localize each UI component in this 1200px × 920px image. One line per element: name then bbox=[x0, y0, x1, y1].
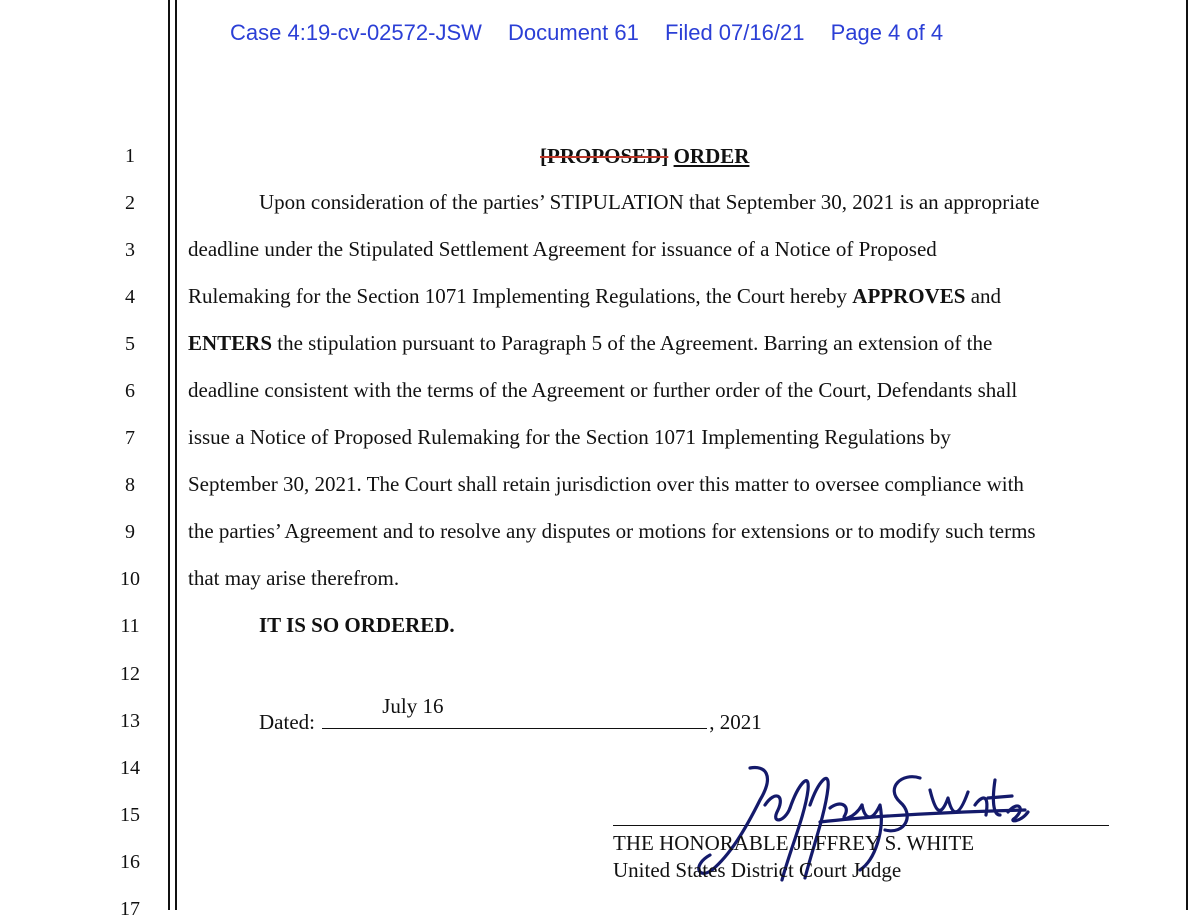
line-number: 11 bbox=[120, 615, 140, 637]
so-ordered-text: IT IS SO ORDERED. bbox=[259, 613, 455, 637]
body-line-7: issue a Notice of Proposed Rulemaking for the Section 1071 Implementing Regulations by bbox=[188, 425, 951, 449]
body-line-10: that may arise therefrom. bbox=[188, 566, 400, 590]
line-number: 1 bbox=[125, 145, 135, 167]
line-number: 10 bbox=[120, 568, 140, 590]
case-number: Case 4:19-cv-02572-JSW bbox=[230, 20, 482, 45]
body-line-9: the parties’ Agreement and to resolve any disputes or motions for extensions or to modify such terms bbox=[188, 519, 1036, 543]
order-heading: ORDER bbox=[673, 144, 750, 168]
left-margin-rule-inner bbox=[175, 0, 177, 910]
body-line-8: September 30, 2021. The Court shall retain jurisdiction over this matter to oversee compliance with bbox=[188, 472, 1024, 496]
page-indicator: Page 4 of 4 bbox=[830, 20, 944, 45]
handwritten-date: July 16 bbox=[382, 694, 444, 718]
right-margin-rule bbox=[1186, 0, 1188, 910]
judge-title: United States District Court Judge bbox=[613, 858, 902, 882]
line-number: 6 bbox=[125, 380, 135, 402]
line-number: 3 bbox=[125, 239, 135, 261]
dated-line bbox=[259, 694, 762, 734]
proposed-struck-text: [PROPOSED] bbox=[540, 144, 669, 168]
line-number: 16 bbox=[120, 851, 140, 873]
body-line-2: Upon consideration of the parties’ STIPULATION that September 30, 2021 is an appropriate bbox=[259, 190, 1040, 214]
line-number: 12 bbox=[120, 663, 140, 685]
enters-text: ENTERS bbox=[188, 331, 273, 355]
order-title bbox=[540, 144, 749, 169]
body-line-4-text: Rulemaking for the Section 1071 Implementing Regulations, the Court hereby bbox=[188, 284, 848, 308]
body-line-4 bbox=[188, 286, 1001, 307]
line-number: 17 bbox=[120, 898, 140, 920]
document-number: Document 61 bbox=[508, 20, 639, 45]
line-number: 7 bbox=[125, 427, 135, 449]
line-number: 9 bbox=[125, 521, 135, 543]
line-number: 15 bbox=[120, 804, 140, 826]
date-blank bbox=[322, 694, 707, 729]
line-number: 13 bbox=[120, 710, 140, 732]
line-number: 5 bbox=[125, 333, 135, 355]
body-line-3: deadline under the Stipulated Settlement Agreement for issuance of a Notice of Proposed bbox=[188, 237, 937, 261]
body-line-6: deadline consistent with the terms of the Agreement or further order of the Court, Defendants shall bbox=[188, 378, 1018, 402]
body-line-5-text: the stipulation pursuant to Paragraph 5 of the Agreement. Barring an extension of the bbox=[277, 331, 993, 355]
line-number: 2 bbox=[125, 192, 135, 214]
dated-label: Dated: bbox=[259, 710, 315, 734]
body-line-4-end: and bbox=[970, 284, 1002, 308]
judge-name: THE HONORABLE JEFFREY S. WHITE bbox=[613, 831, 975, 855]
left-margin-rule-outer bbox=[168, 0, 170, 910]
body-line-5 bbox=[188, 333, 992, 354]
line-number: 4 bbox=[125, 286, 135, 308]
line-number: 14 bbox=[120, 757, 140, 779]
line-number: 8 bbox=[125, 474, 135, 496]
dated-year: , 2021 bbox=[709, 710, 762, 734]
case-header bbox=[230, 20, 963, 46]
filed-date: Filed 07/16/21 bbox=[665, 20, 805, 45]
approves-text: APPROVES bbox=[852, 284, 966, 308]
